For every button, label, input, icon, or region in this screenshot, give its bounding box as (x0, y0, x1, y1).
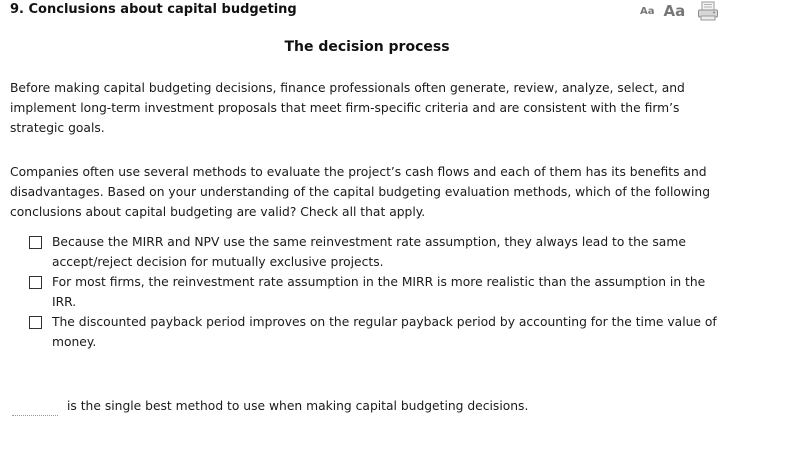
section-heading: The decision process (284, 39, 450, 55)
toolbar (640, 0, 719, 22)
question-title: 9. Conclusions about capital budgeting (10, 2, 297, 17)
fill-in-suffix: is the single best method to use when making capital budgeting decisions. (67, 399, 529, 413)
option-label: Because the MIRR and NPV use the same reinvestment rate assumption, they always lead to the same accept/reject decision for mutually exclusive projects. (52, 235, 686, 269)
option-item[interactable] (29, 272, 729, 312)
print-icon[interactable] (697, 1, 719, 21)
option-item[interactable] (29, 312, 729, 352)
question-paragraph: Companies often use several methods to evaluate the project’s cash flows and each of them has its benefits and disadvantages. Based on your understanding of the capital budgeting evaluation methods, which of the following conclusions about capital budgeting are valid? Check all that apply. (10, 165, 711, 219)
answer-dropdown[interactable] (12, 396, 58, 416)
option-checkbox[interactable] (29, 316, 42, 329)
option-label: For most firms, the reinvestment rate assumption in the MIRR is more realistic than the assumption in the IRR. (52, 275, 706, 309)
intro-paragraph: Before making capital budgeting decisions, finance professionals often generate, review, analyze, select, and implement long-term investment proposals that meet firm-specific criteria and are consistent with the firm’s strategic goals. (10, 81, 685, 135)
fill-in-sentence (12, 396, 528, 416)
font-size-large-button[interactable]: Aa (663, 2, 686, 20)
option-checkbox[interactable] (29, 236, 42, 249)
option-label: The discounted payback period improves on the regular payback period by accounting for the time value of money. (52, 315, 717, 349)
option-item[interactable] (29, 232, 729, 272)
options-list (29, 232, 729, 352)
option-checkbox[interactable] (29, 276, 42, 289)
font-size-small-button[interactable]: Aa (640, 5, 655, 17)
